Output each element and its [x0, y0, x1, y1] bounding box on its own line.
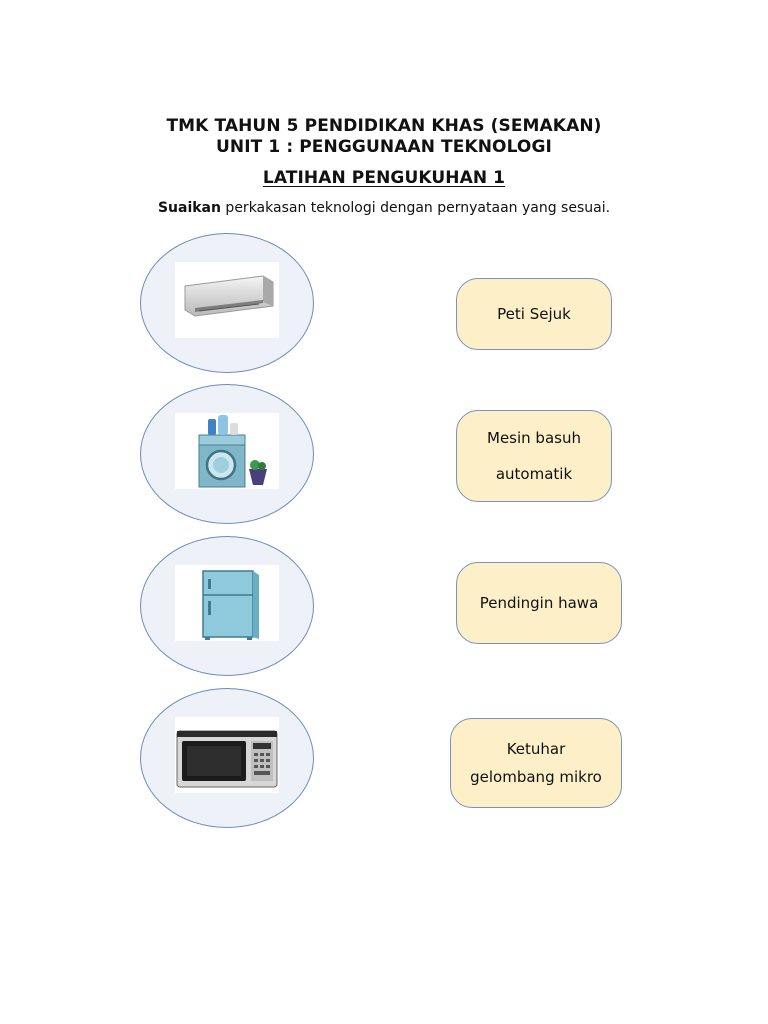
answer-card-2-line1: Mesin basuh	[487, 429, 581, 447]
unit-title: UNIT 1 : PENGGUNAAN TEKNOLOGI	[216, 137, 552, 157]
picture-oval-1[interactable]	[140, 233, 314, 373]
washing-machine-icon	[175, 413, 279, 489]
worksheet-title: TMK TAHUN 5 PENDIDIKAN KHAS (SEMAKAN)	[166, 116, 602, 136]
answer-card-1-line1: Peti Sejuk	[497, 305, 571, 323]
answer-card-2-line2: automatik	[495, 465, 573, 483]
answer-card-4-line2: gelombang mikro	[470, 768, 602, 786]
answer-card-1[interactable]	[456, 278, 612, 350]
picture-oval-2[interactable]	[140, 384, 314, 524]
answer-card-3-line1: Pendingin hawa	[479, 594, 599, 612]
air-conditioner-icon	[175, 262, 279, 338]
picture-oval-4[interactable]	[140, 688, 314, 828]
instruction-text: perkakasan teknologi dengan pernyataan yang sesuai.	[220, 200, 611, 216]
answer-card-3[interactable]	[456, 562, 622, 644]
microwave-oven-icon	[175, 717, 279, 793]
answer-card-2[interactable]	[456, 410, 612, 502]
exercise-title: LATIHAN PENGUKUHAN 1	[262, 168, 506, 188]
refrigerator-icon	[175, 565, 279, 641]
picture-oval-3[interactable]	[140, 536, 314, 676]
instruction-verb: Suaikan	[157, 200, 221, 216]
answer-card-4-line1: Ketuhar	[506, 740, 566, 758]
instruction	[0, 200, 768, 216]
answer-card-4[interactable]	[450, 718, 622, 808]
